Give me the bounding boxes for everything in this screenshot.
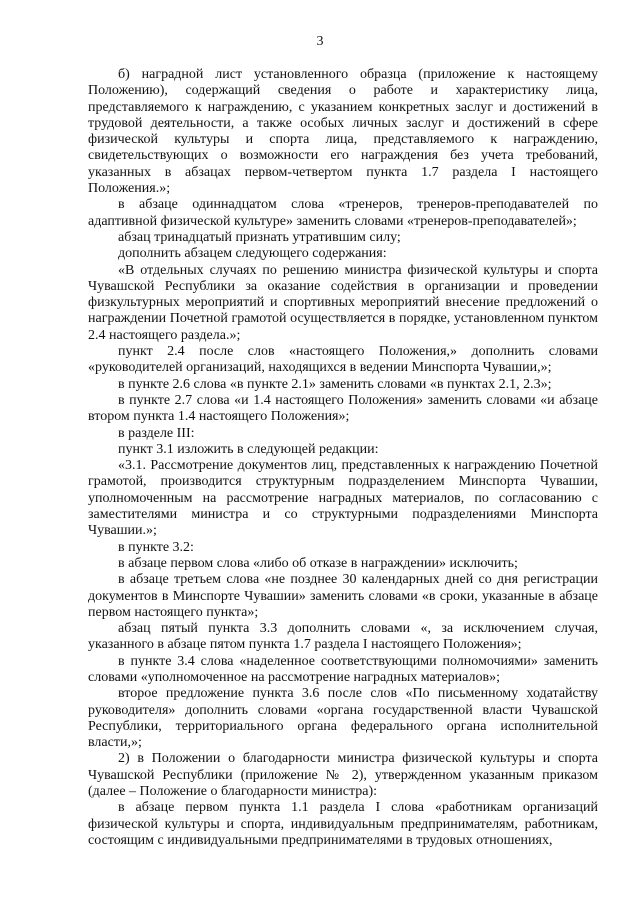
- paragraph: в пункте 3.4 слова «наделенное соответствующими полномочиями» заменить словами «уполномоченное на рассмотрение наградных материалов»;: [88, 653, 598, 685]
- paragraph: пункт 2.4 после слов «настоящего Положения,» дополнить словами «руководителей организаций, находящихся в ведении Минспорта Чувашии,»;: [88, 344, 598, 376]
- paragraph: в пункте 3.2:: [118, 539, 194, 555]
- paragraph: в пункте 2.7 слова «и 1.4 настоящего Положения» заменить словами «и абзаце втором пункта 1.4 настоящего Положения»;: [88, 392, 598, 425]
- paragraph: в разделе III:: [118, 425, 195, 441]
- page-number: 3: [316, 34, 324, 49]
- paragraph: 2) в Положении о благодарности министра физической культуры и спорта Чувашской Республики (приложение № 2), утвержденном указанным приказом (далее – Положение о благодарности министра):: [88, 751, 598, 800]
- paragraph: «В отдельных случаях по решению министра физической культуры и спорта Чувашской Республики за оказание содействия в организации и проведении физкультурных мероприятий и спортивных мероприятий внесение предложений о награждении Почетной грамотой осуществляется в порядке, установленном пунктом 2.4 настоящего раздела.»;: [88, 262, 598, 343]
- paragraph: б) наградной лист установленного образца (приложение к настоящему Положению), содержащий сведения о работе и характеристику лица, представляемого к награждению, с указанием конкретных заслуг и достижений в трудовой деятельности, а также особых личных заслуг и достижений в сфере физической культуры и спорта лица, представляемого к награждению, свидетельствующих о возможности его награждения без учета требований, указанных в абзацах первом-четвертом пункта 1.7 раздела I настоящего Положения.»;: [88, 67, 598, 197]
- paragraph: пункт 3.1 изложить в следующей редакции:: [118, 441, 379, 457]
- paragraph: второе предложение пункта 3.6 после слов «По письменному ходатайству руководителя» дополнить словами «органа государственной власти Чувашской Республики, территориального органа федерального органа исполнительной власти,»;: [88, 686, 598, 751]
- paragraph: в абзаце первом слова «либо об отказе в награждении» исключить;: [118, 555, 518, 571]
- paragraph: абзац тринадцатый признать утратившим силу;: [118, 229, 401, 245]
- paragraph: в пункте 2.6 слова «в пункте 2.1» заменить словами «в пунктах 2.1, 2.3»;: [118, 376, 552, 392]
- paragraph: абзац пятый пункта 3.3 дополнить словами «, за исключением случая, указанного в абзаце пятом пункта 1.7 раздела I настоящего Положения»;: [88, 621, 598, 653]
- paragraph: в абзаце одиннадцатом слова «тренеров, тренеров-преподавателей по адаптивной физической культуре» заменить словами «тренеров-преподавателей»;: [88, 197, 598, 229]
- document-body: [88, 67, 598, 849]
- paragraph: в абзаце первом пункта 1.1 раздела I слова «работникам организаций физической культуры и спорта, индивидуальным предпринимателям, работникам, состоящим с индивидуальными предпринимателями в трудовых отношениях,: [88, 800, 598, 848]
- paragraph: в абзаце третьем слова «не позднее 30 календарных дней со дня регистрации документов в Минспорте Чувашии» заменить словами «в сроки, указанные в абзаце первом настоящего пункта»;: [88, 572, 598, 620]
- paragraph: дополнить абзацем следующего содержания:: [118, 246, 387, 262]
- paragraph: «3.1. Рассмотрение документов лиц, представленных к награждению Почетной грамотой, производится структурным подразделением Минспорта Чувашии, уполномоченным на рассмотрение наградных материалов, по согласованию с заместителями министра и со структурными подразделениями Минспорта Чувашии.»;: [88, 458, 598, 539]
